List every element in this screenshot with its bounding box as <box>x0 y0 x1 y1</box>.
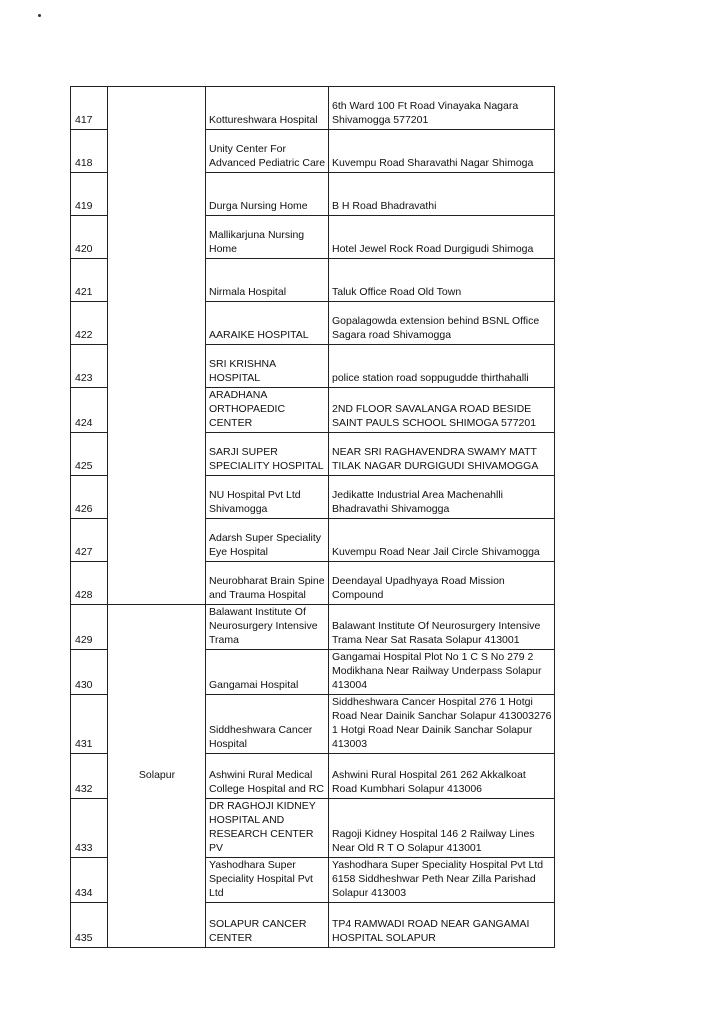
hospital-name: Mallikarjuna Nursing Home <box>206 216 329 259</box>
hospital-address: Siddheshwara Cancer Hospital 276 1 Hotgi Road Near Dainik Sanchar Solapur 413003276 1 Hotgi Road Near Dainik Sanchar Solapur 413003 <box>329 695 555 754</box>
hospital-address: police station road soppugudde thirthahalli <box>329 345 555 388</box>
row-number: 430 <box>71 650 108 695</box>
hospital-address: Taluk Office Road Old Town <box>329 259 555 302</box>
hospital-address: 6th Ward 100 Ft Road Vinayaka Nagara Shivamogga 577201 <box>329 87 555 130</box>
row-number: 422 <box>71 302 108 345</box>
row-number: 432 <box>71 754 108 799</box>
hospital-address: Gopalagowda extension behind BSNL Office Sagara road Shivamogga <box>329 302 555 345</box>
row-number: 427 <box>71 519 108 562</box>
hospital-name: Ashwini Rural Medical College Hospital and RC <box>206 754 329 799</box>
district-cell-empty <box>108 87 206 605</box>
hospital-name: Durga Nursing Home <box>206 173 329 216</box>
hospital-name: DR RAGHOJI KIDNEY HOSPITAL AND RESEARCH CENTER PV <box>206 799 329 858</box>
row-number: 429 <box>71 605 108 650</box>
row-number: 418 <box>71 130 108 173</box>
hospital-address: B H Road Bhadravathi <box>329 173 555 216</box>
table-row <box>71 605 555 650</box>
hospital-name: Nirmala Hospital <box>206 259 329 302</box>
hospital-address: Kuvempu Road Near Jail Circle Shivamogga <box>329 519 555 562</box>
row-number: 420 <box>71 216 108 259</box>
district-cell: Solapur <box>108 605 206 948</box>
row-number: 428 <box>71 562 108 605</box>
hospital-address: Hotel Jewel Rock Road Durgigudi Shimoga <box>329 216 555 259</box>
hospital-name: Balawant Institute Of Neurosurgery Intensive Trama <box>206 605 329 650</box>
hospital-address: 2ND FLOOR SAVALANGA ROAD BESIDE SAINT PAULS SCHOOL SHIMOGA 577201 <box>329 388 555 433</box>
hospital-name: ARADHANA ORTHOPAEDIC CENTER <box>206 388 329 433</box>
hospital-name: AARAIKE HOSPITAL <box>206 302 329 345</box>
row-number: 426 <box>71 476 108 519</box>
row-number: 435 <box>71 903 108 948</box>
row-number: 424 <box>71 388 108 433</box>
hospital-address: Ragoji Kidney Hospital 146 2 Railway Lines Near Old R T O Solapur 413001 <box>329 799 555 858</box>
row-number: 434 <box>71 858 108 903</box>
hospital-address: Jedikatte Industrial Area Machenahlli Bhadravathi Shivamogga <box>329 476 555 519</box>
hospital-address: Balawant Institute Of Neurosurgery Intensive Trama Near Sat Rasata Solapur 413001 <box>329 605 555 650</box>
hospital-address: Kuvempu Road Sharavathi Nagar Shimoga <box>329 130 555 173</box>
row-number: 417 <box>71 87 108 130</box>
hospital-name: SOLAPUR CANCER CENTER <box>206 903 329 948</box>
row-number: 419 <box>71 173 108 216</box>
hospital-address: NEAR SRI RAGHAVENDRA SWAMY MATT TILAK NAGAR DURGIGUDI SHIVAMOGGA <box>329 433 555 476</box>
hospital-name: Kottureshwara Hospital <box>206 87 329 130</box>
hospital-address: Ashwini Rural Hospital 261 262 Akkalkoat Road Kumbhari Solapur 413006 <box>329 754 555 799</box>
row-number: 425 <box>71 433 108 476</box>
hospital-name: Siddheshwara Cancer Hospital <box>206 695 329 754</box>
hospital-name: SARJI SUPER SPECIALITY HOSPITAL <box>206 433 329 476</box>
hospital-address: Deendayal Upadhyaya Road Mission Compound <box>329 562 555 605</box>
hospital-name: Yashodhara Super Speciality Hospital Pvt Ltd <box>206 858 329 903</box>
hospital-name: Adarsh Super Speciality Eye Hospital <box>206 519 329 562</box>
scan-speck <box>38 14 41 17</box>
hospital-address: TP4 RAMWADI ROAD NEAR GANGAMAI HOSPITAL SOLAPUR <box>329 903 555 948</box>
hospital-name: Unity Center For Advanced Pediatric Care <box>206 130 329 173</box>
row-number: 431 <box>71 695 108 754</box>
row-number: 421 <box>71 259 108 302</box>
table-row <box>71 87 555 130</box>
hospital-name: NU Hospital Pvt Ltd Shivamogga <box>206 476 329 519</box>
hospital-table <box>70 86 555 948</box>
row-number: 423 <box>71 345 108 388</box>
row-number: 433 <box>71 799 108 858</box>
hospital-name: SRI KRISHNA HOSPITAL <box>206 345 329 388</box>
hospital-name: Neurobharat Brain Spine and Trauma Hospital <box>206 562 329 605</box>
hospital-address: Gangamai Hospital Plot No 1 C S No 279 2 Modikhana Near Railway Underpass Solapur 413004 <box>329 650 555 695</box>
hospital-address: Yashodhara Super Speciality Hospital Pvt Ltd 6158 Siddheshwar Peth Near Zilla Parishad Solapur 413003 <box>329 858 555 903</box>
hospital-name: Gangamai Hospital <box>206 650 329 695</box>
